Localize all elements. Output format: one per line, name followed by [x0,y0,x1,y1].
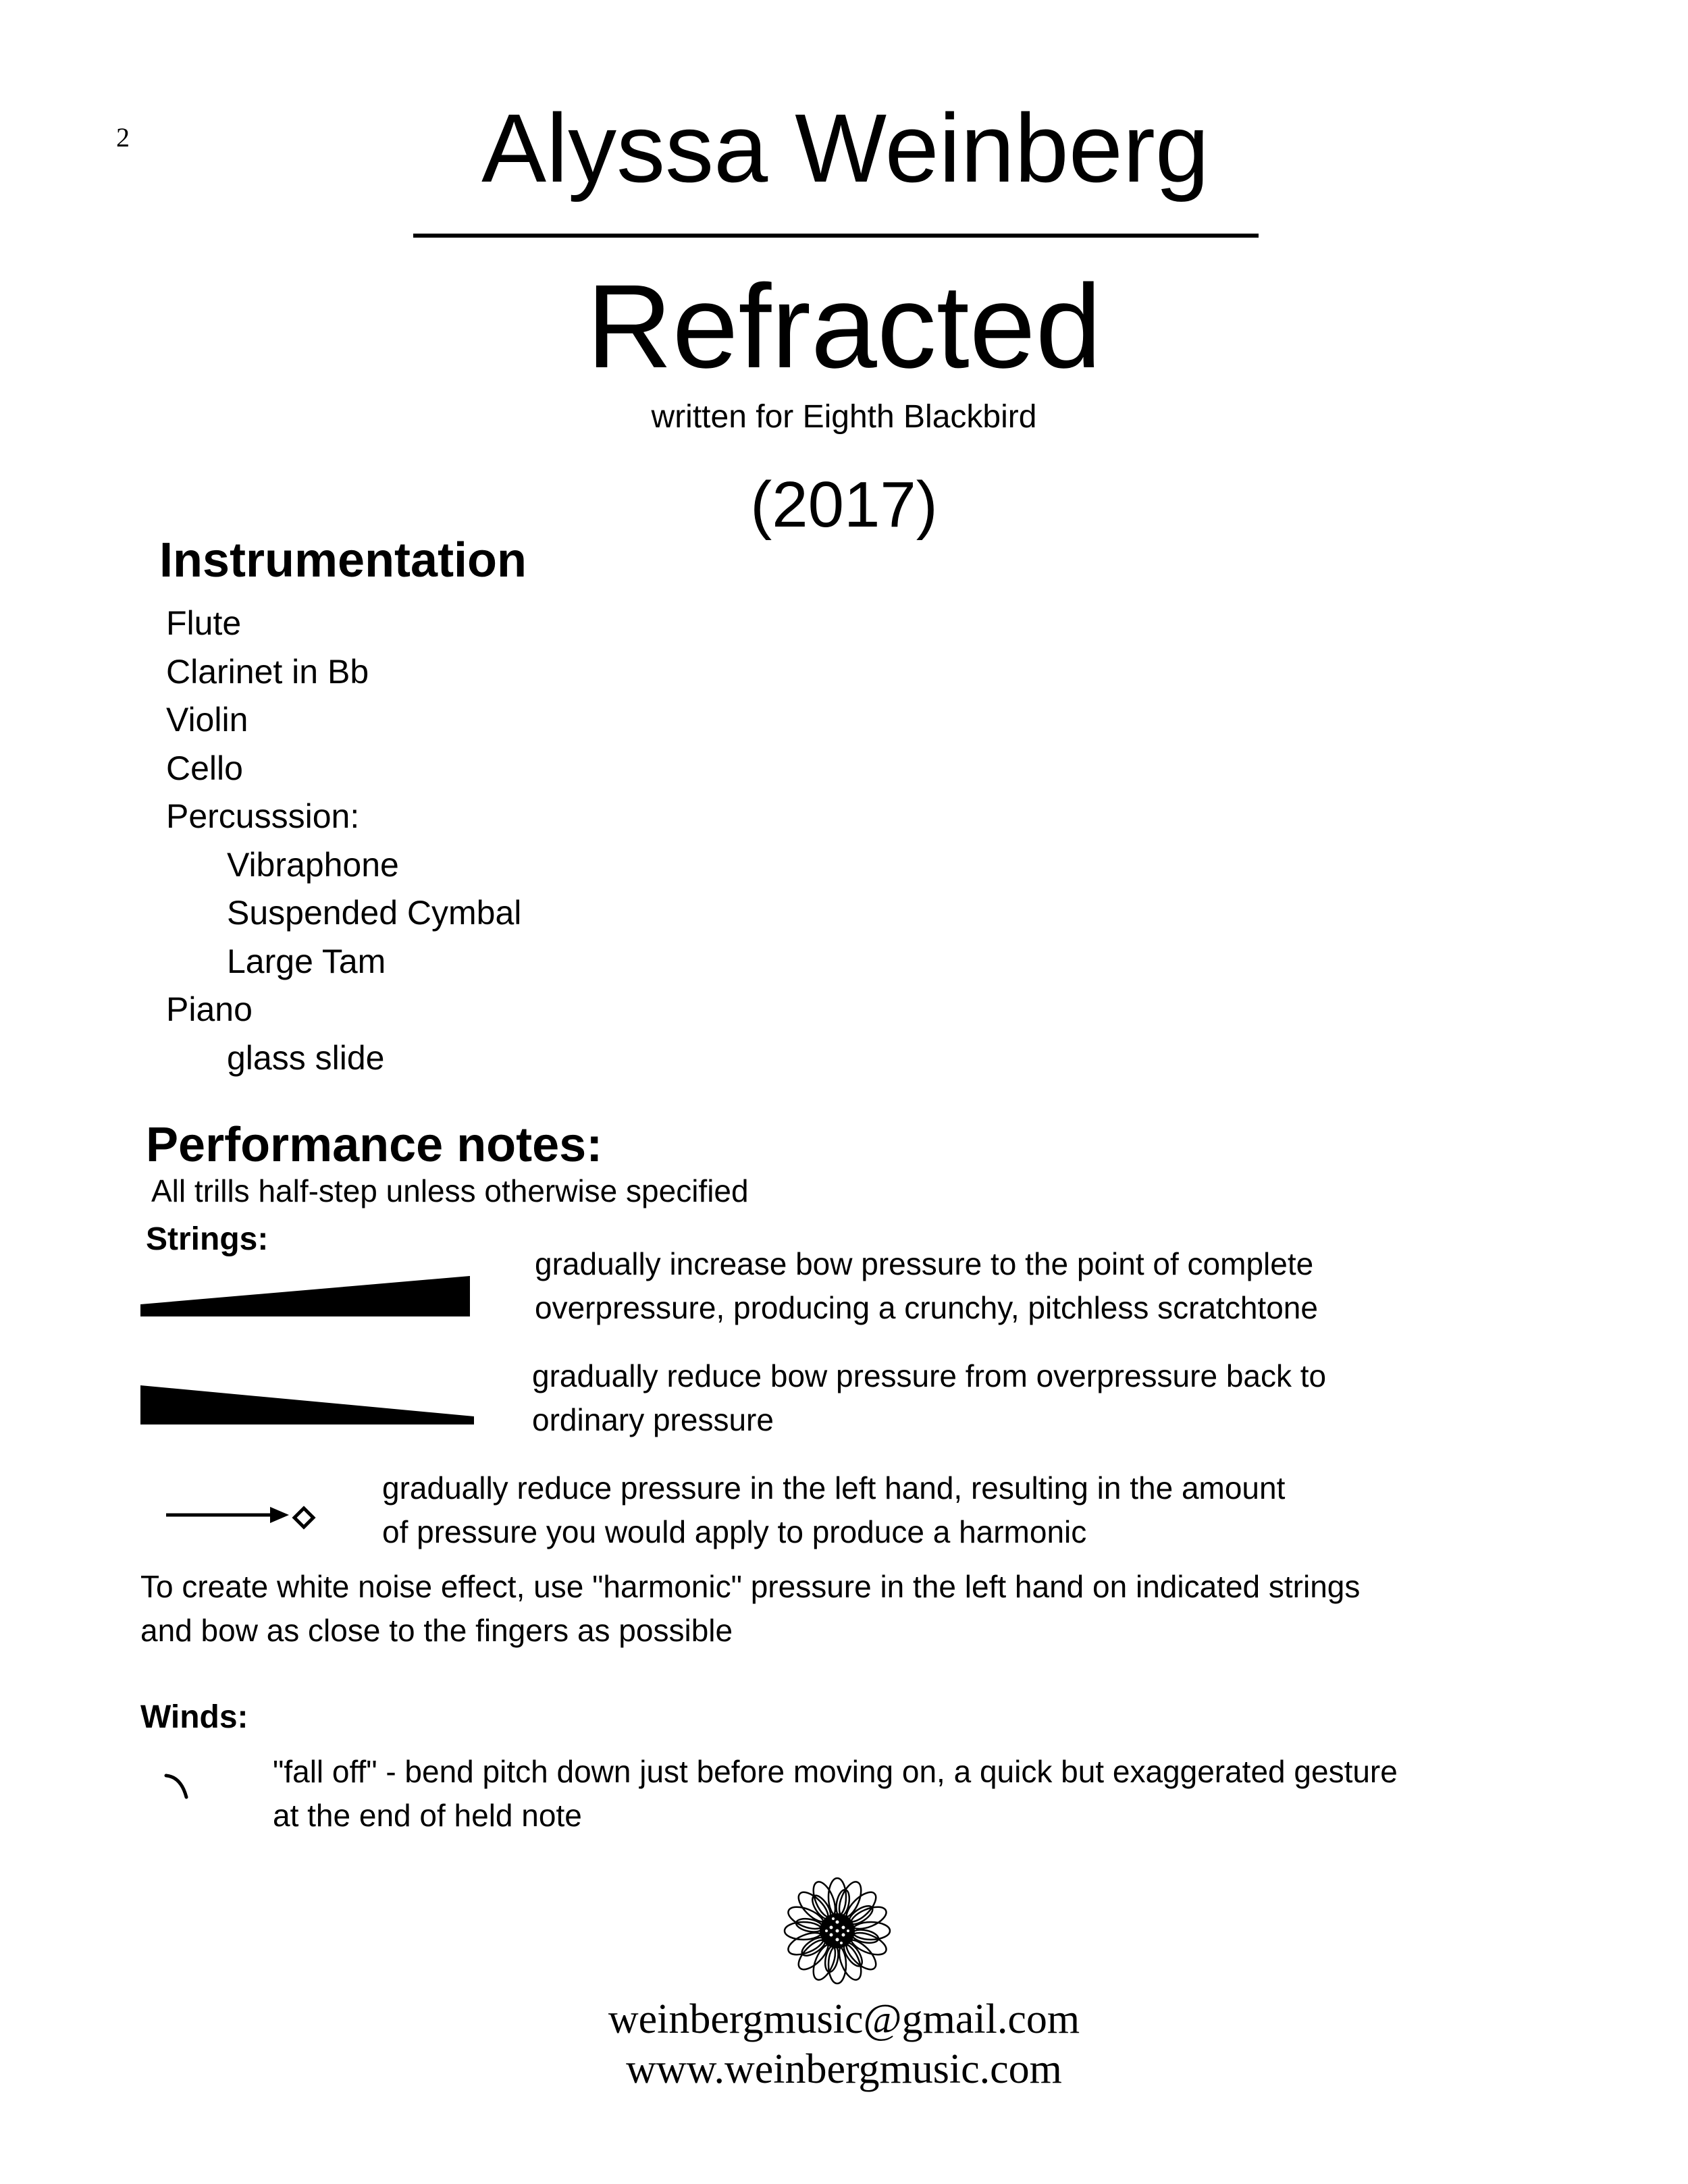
wedge-widening-icon [140,1272,473,1321]
performance-notes-heading: Performance notes: [146,1118,603,1172]
arrow-to-harmonic-icon [165,1497,321,1541]
instrument-subitem: glass slide [227,1038,385,1077]
wedge-narrowing-icon [140,1381,475,1430]
winds-note-line-2: at the end of held note [273,1798,582,1833]
instrument-item: Cello [166,749,243,787]
instrumentation-heading: Instrumentation [159,533,527,587]
instrument-item: Piano [166,990,253,1028]
strings-note-2-line-1: gradually reduce bow pressure from overpressure back to [532,1358,1327,1393]
composer-name: Alyssa Weinberg [481,94,1209,203]
instrument-item: Flute [166,604,242,642]
work-title: Refracted [586,261,1102,393]
strings-note-3-line-2: of pressure you would apply to produce a harmonic [382,1514,1087,1549]
strings-note-2-line-2: ordinary pressure [532,1402,774,1437]
white-noise-line-2: and bow as close to the fingers as possible [140,1613,733,1648]
fall-off-icon [161,1766,201,1807]
white-noise-line-1: To create white noise effect, use "harmonic" pressure in the left hand on indicated strings [140,1569,1361,1604]
instrument-item: Clarinet in Bb [166,652,369,691]
winds-note-line-1: "fall off" - bend pitch down just before moving on, a quick but exaggerated gesture [273,1754,1398,1789]
instrument-subitem: Large Tam [227,942,386,980]
winds-heading: Winds: [140,1699,248,1735]
strings-heading: Strings: [146,1221,269,1257]
title-rule [413,234,1259,238]
general-note: All trills half-step unless otherwise specified [151,1173,749,1208]
strings-note-1-line-1: gradually increase bow pressure to the point of complete [535,1246,1314,1281]
flower-logo-icon [783,1877,891,1985]
contact-email[interactable]: weinbergmusic@gmail.com [608,1996,1080,2042]
instrument-item: Violin [166,701,248,739]
page-number: 2 [116,122,130,153]
instrument-subitem: Suspended Cymbal [227,894,522,932]
contact-website[interactable]: www.weinbergmusic.com [626,2046,1062,2092]
strings-note-3-line-1: gradually reduce pressure in the left hand, resulting in the amount [382,1470,1286,1506]
strings-note-1-line-2: overpressure, producing a crunchy, pitchless scratchtone [535,1290,1318,1325]
instrumentation-list [166,600,521,1082]
dedication: written for Eighth Blackbird [651,399,1037,435]
instrument-item: Percusssion: [166,797,360,835]
composition-year: (2017) [750,469,938,541]
instrument-subitem: Vibraphone [227,845,399,884]
